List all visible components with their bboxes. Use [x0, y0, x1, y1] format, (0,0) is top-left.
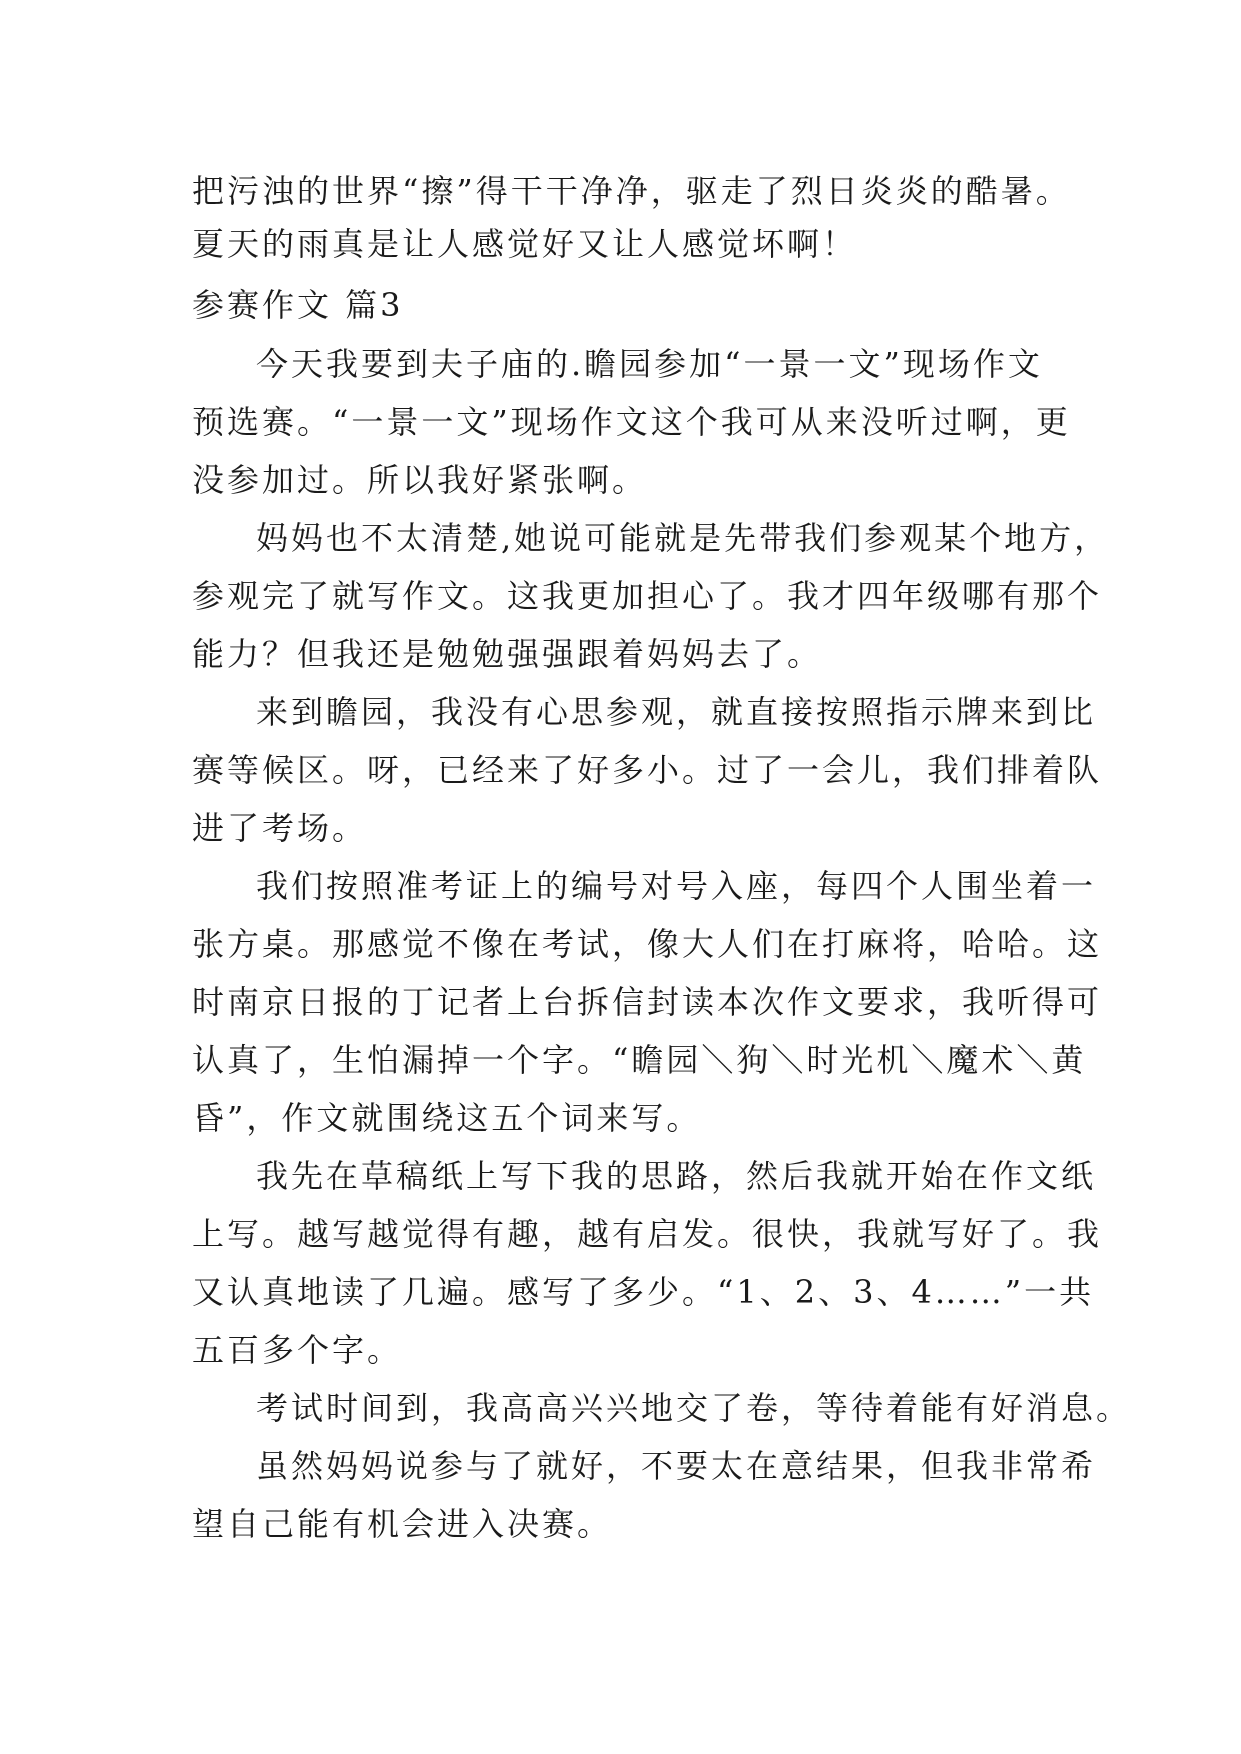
text-line: 妈妈也不太清楚,她说可能就是先带我们参观某个地方，: [256, 519, 1110, 557]
text-line: 今天我要到夫子庙的.瞻园参加“一景一文”现场作文: [256, 345, 1043, 383]
text-line: 能力？但我还是勉勉强强跟着妈妈去了。: [192, 635, 823, 673]
text-line: 我们按照准考证上的编号对号入座，每四个人围坐着一: [256, 867, 1097, 905]
text-line: 昏”，作文就围绕这五个词来写。: [192, 1099, 702, 1137]
text-line: 认真了，生怕漏掉一个字。“瞻园＼狗＼时光机＼魔术＼黄: [192, 1041, 1087, 1079]
text-line: 五百多个字。: [192, 1331, 403, 1369]
text-line: 望自己能有机会进入决赛。: [192, 1505, 613, 1543]
text-line: 夏天的雨真是让人感觉好又让人感觉坏啊！: [192, 225, 858, 263]
text-line: 我先在草稿纸上写下我的思路，然后我就开始在作文纸: [256, 1157, 1097, 1195]
text-line: 来到瞻园，我没有心思参观，就直接按照指示牌来到比: [256, 693, 1097, 731]
text-line: 上写。越写越觉得有趣，越有启发。很快，我就写好了。我: [192, 1215, 1103, 1253]
text-line: 虽然妈妈说参与了就好，不要太在意结果，但我非常希: [256, 1447, 1097, 1485]
text-line: 把污浊的世界“擦”得干干净净，驱走了烈日炎炎的酷暑。: [192, 172, 1071, 210]
text-line: 赛等候区。呀，已经来了好多小。过了一会儿，我们排着队: [192, 751, 1103, 789]
text-line: 进了考场。: [192, 809, 368, 847]
text-line: 没参加过。所以我好紧张啊。: [192, 461, 648, 499]
text-line: 考试时间到，我高高兴兴地交了卷，等待着能有好消息。: [256, 1389, 1132, 1427]
text-line: 时南京日报的丁记者上台拆信封读本次作文要求，我听得可: [192, 983, 1103, 1021]
text-line: 预选赛。“一景一文”现场作文这个我可从来没听过啊，更: [192, 403, 1071, 441]
text-line: 参观完了就写作文。这我更加担心了。我才四年级哪有那个: [192, 577, 1103, 615]
text-line: 张方桌。那感觉不像在考试，像大人们在打麻将，哈哈。这: [192, 925, 1103, 963]
text-line: 又认真地读了几遍。感写了多少。“1、2、3、4……”一共: [192, 1273, 1095, 1311]
section-heading: 参赛作文 篇3: [192, 286, 404, 324]
